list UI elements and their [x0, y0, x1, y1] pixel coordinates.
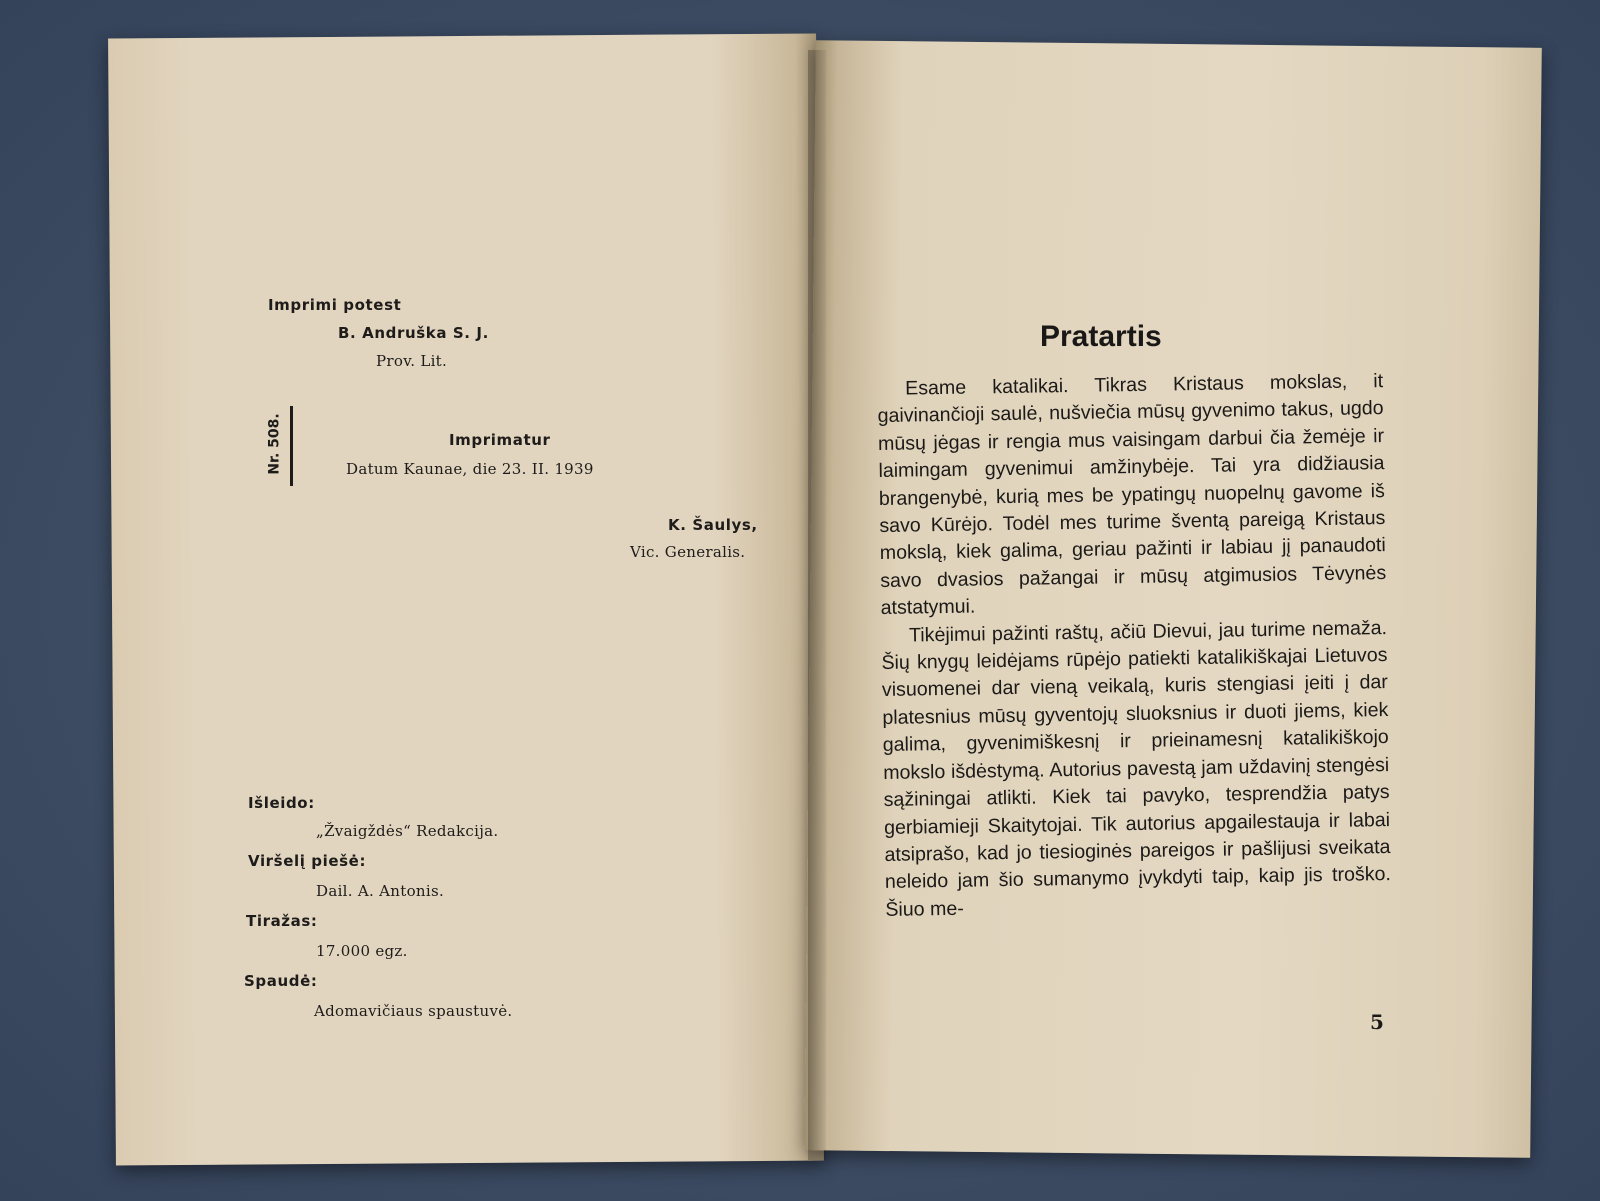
number-label: Nr. 508. — [266, 413, 283, 475]
imprimatur-name: K. Šaulys, — [668, 516, 758, 534]
page-title: Pratartis — [1040, 320, 1162, 353]
spaude-value: Adomavičiaus spaustuvė. — [314, 1002, 513, 1020]
preface-paragraph-2: Tikėjimui pažinti raštų, ačiū Dievui, jau turime nemaža. Šių knygų leidėjams rūpėjo patiekti katalikiškajai Lietuvos visuomenei dar vieną veikalą, kuris stengiasi įeiti į dar platesnius mūsų gyventojų sluoksnius ir duoti jiems, kiek galima, gyvenimiškesnį ir prieinamesnį katalikiškojo mokslo išdėstymą. Autorius pavestą jam uždavinį stengėsi sąžiningai atlikti. Kiek tai pavyko, tesprendžia patys gerbiamieji Skaitytojai. Tik autorius apgailestauja ir labai atsiprašo, kad jo tiesioginės pareigos ir pašlijusi sveikata neleido jam šio sumanymo įvykdyti taip, kaip jis troško. Šiuo me- — [881, 616, 1392, 921]
tirazas-value: 17.000 egz. — [316, 942, 408, 960]
vertical-rule — [290, 406, 293, 486]
imprimi-heading: Imprimi potest — [268, 296, 402, 314]
isleido-value: „Žvaigždės“ Redakcija. — [316, 822, 499, 840]
imprimatur-title: Vic. Generalis. — [630, 543, 746, 561]
preface-paragraph-1: Esame katalikai. Tikras Kristaus mokslas, it gaivinančioji saulė, nušviečia mūsų gyvenimo takus, ugdo mūsų jėgas ir rengia mus vaisingam darbui čia žemėje ir laimingam gyvenimui amžinybėje. Tai yra didžiausia brangenybė, kurią mes be ypatingų nuopelnų gavome iš savo Kūrėjo. Todėl mes turime šventą pareigą Kristaus mokslą, kiek galima, geriau pažinti ir labiau jį panaudoti savo dvasios pažangai ir mūsų atgimusios Tėvynės atstatymui. — [877, 370, 1387, 620]
virseli-label: Viršelį piešė: — [248, 852, 367, 870]
left-page — [108, 34, 824, 1166]
isleido-label: Išleido: — [248, 794, 315, 812]
preface-body — [877, 368, 1392, 924]
page-number: 5 — [1370, 1010, 1384, 1034]
imprimatur-heading: Imprimatur — [449, 431, 551, 449]
virseli-value: Dail. A. Antonis. — [316, 882, 445, 900]
spaude-label: Spaudė: — [244, 972, 318, 990]
imprimi-name: B. Andruška S. J. — [338, 324, 489, 342]
book-gutter — [808, 50, 826, 1160]
imprimatur-date: Datum Kaunae, die 23. II. 1939 — [346, 460, 594, 478]
tirazas-label: Tiražas: — [246, 912, 318, 930]
imprimi-title: Prov. Lit. — [376, 352, 448, 370]
